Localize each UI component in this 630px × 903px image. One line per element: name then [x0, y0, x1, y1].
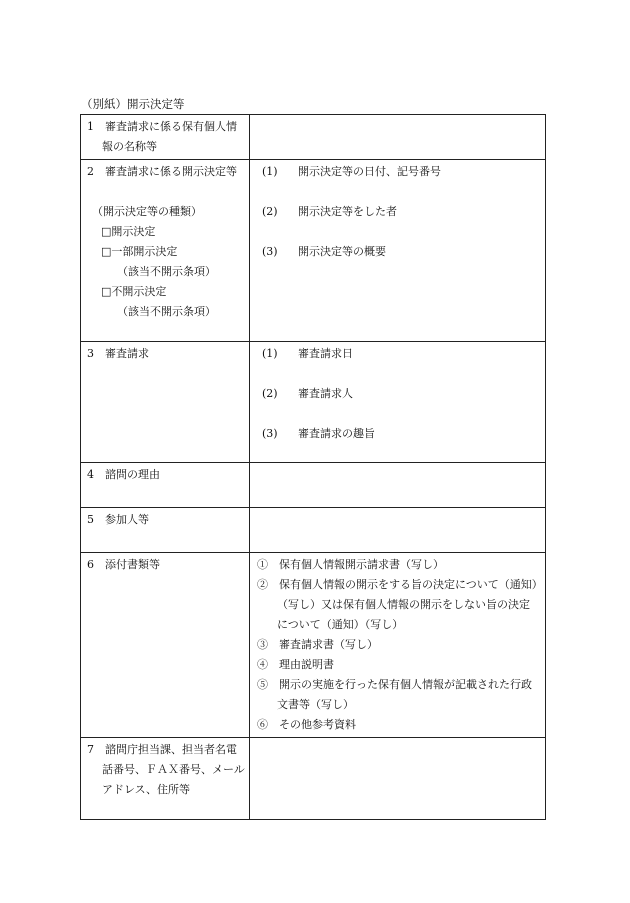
- checkbox-full-disclosure: □開示決定: [101, 225, 156, 238]
- label-cell: [81, 342, 250, 463]
- value-cell: [250, 115, 546, 160]
- label-cell: [81, 553, 250, 738]
- value-cell: [250, 463, 546, 508]
- table-row-request: [81, 342, 546, 463]
- disclosure-decision-table: [80, 114, 546, 820]
- table-row-attachments: [81, 553, 546, 738]
- attachment-item: ④ 理由説明書: [257, 658, 334, 671]
- label-cell: [81, 738, 250, 820]
- decision-kinds-heading: （開示決定等の種類）: [92, 205, 202, 218]
- attachment-item: ① 保有個人情報開示請求書（写し）: [257, 558, 444, 571]
- applicable-clause-note: （該当不開示条項）: [117, 265, 216, 278]
- row-label-contact: 7 諮問庁担当課、担当者名電話番号、ＦＡＸ番号、メールアドレス、住所等: [87, 743, 245, 796]
- row-label-request: 3 審査請求: [87, 347, 149, 360]
- row-label-decision: 2 審査請求に係る開示決定等: [87, 165, 237, 178]
- table-row-name: [81, 115, 546, 160]
- table-row-decision: [81, 160, 546, 342]
- list-item: (3) 開示決定等の概要: [262, 245, 386, 258]
- attachment-item: ⑥ その他参考資料: [257, 718, 356, 731]
- row-label-info-name: 1 審査請求に係る保有個人情報の名称等: [87, 120, 237, 153]
- value-cell: [250, 160, 546, 342]
- row-label-attachments: 6 添付書類等: [87, 558, 160, 571]
- attachment-item: ⑤ 開示の実施を行った保有個人情報が記載された行政文書等（写し）: [257, 678, 532, 711]
- label-cell: [81, 508, 250, 553]
- applicable-clause-note: （該当不開示条項）: [117, 305, 216, 318]
- list-item: (1) 開示決定等の日付、記号番号: [262, 165, 441, 178]
- attachment-item: ② 保有個人情報の開示をする旨の決定について（通知）（写し）又は保有個人情報の開示をしない旨の決定について（通知）（写し）: [257, 578, 538, 631]
- row-label-participants: 5 参加人等: [87, 513, 149, 526]
- checkbox-partial-disclosure: □一部開示決定: [101, 245, 178, 258]
- label-cell: [81, 115, 250, 160]
- list-item: (3) 審査請求の趣旨: [262, 427, 375, 440]
- value-cell: [250, 553, 546, 738]
- list-item: (1) 審査請求日: [262, 347, 353, 360]
- list-item: (2) 審査請求人: [262, 387, 353, 400]
- list-item: (2) 開示決定等をした者: [262, 205, 397, 218]
- value-cell: [250, 508, 546, 553]
- row-label-reason: 4 諮問の理由: [87, 468, 160, 481]
- value-cell: [250, 738, 546, 820]
- value-cell: [250, 342, 546, 463]
- table-row-contact: [81, 738, 546, 820]
- table-row-reason: [81, 463, 546, 508]
- table-row-participants: [81, 508, 546, 553]
- checkbox-non-disclosure: □不開示決定: [101, 285, 167, 298]
- annex-caption: （別紙）開示決定等: [81, 97, 185, 111]
- label-cell: [81, 463, 250, 508]
- label-cell: [81, 160, 250, 342]
- attachment-item: ③ 審査請求書（写し）: [257, 638, 378, 651]
